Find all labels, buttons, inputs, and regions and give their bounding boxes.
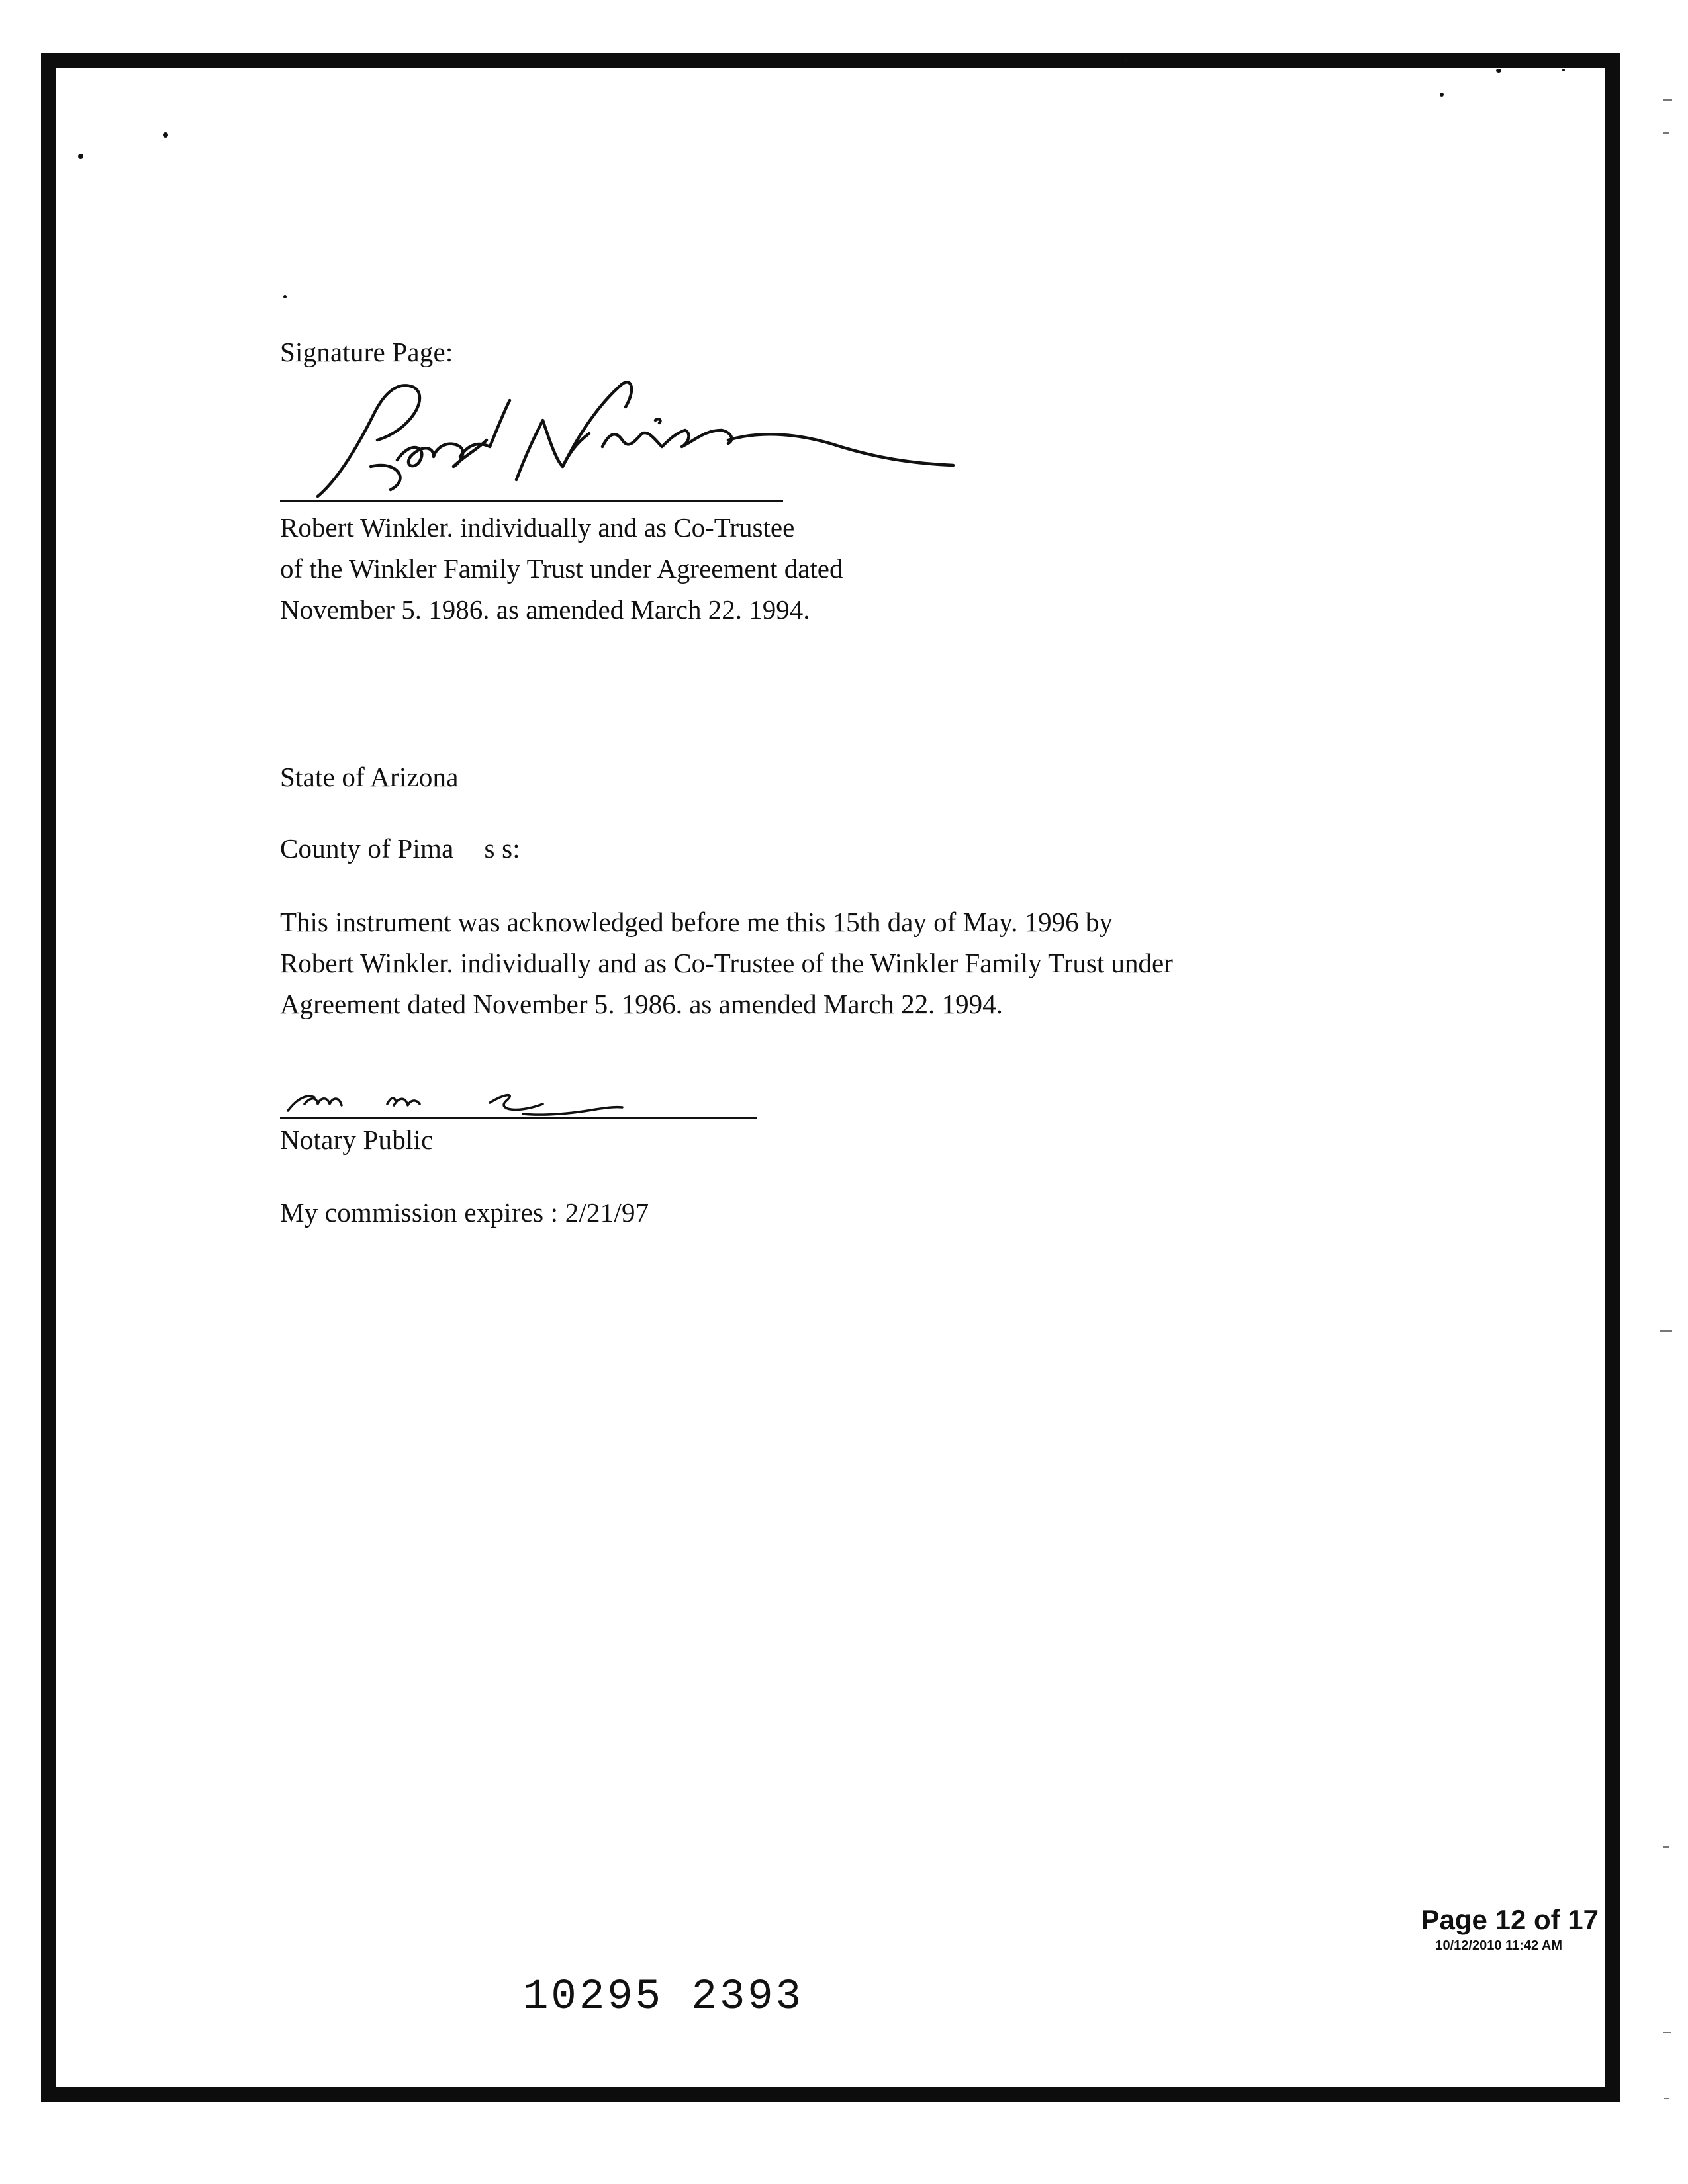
recording-number: 10295 2393: [523, 1974, 804, 2021]
scan-edge-mark: [1663, 99, 1672, 101]
signer-line: November 5. 1986. as amended March 22. 1994.: [280, 594, 810, 625]
notary-signature-line: [280, 1117, 757, 1119]
scan-edge-mark: [1663, 2032, 1671, 2033]
signer-line: Robert Winkler. individually and as Co-Trustee: [280, 512, 795, 543]
scan-edge-mark: [1663, 132, 1669, 134]
commission-expires: My commission expires : 2/21/97: [280, 1197, 649, 1228]
scan-edge-mark: [1660, 1330, 1672, 1332]
signer-description: [280, 507, 843, 630]
acknowledgment-line: Robert Winkler. individually and as Co-Trustee of the Winkler Family Trust under: [280, 948, 1173, 978]
county-ss: s s:: [484, 833, 520, 864]
scan-edge-mark: [1663, 1846, 1669, 1848]
signer-line: of the Winkler Family Trust under Agreement dated: [280, 553, 843, 584]
signature-page-heading: Signature Page:: [280, 337, 453, 367]
signature-line: [280, 500, 783, 502]
county-line: [280, 829, 520, 868]
acknowledgment-line: Agreement dated November 5. 1986. as amended March 22. 1994.: [280, 989, 1003, 1019]
scan-speck: [1496, 69, 1501, 73]
county-name: County of Pima: [280, 833, 454, 864]
scan-speck: [1440, 93, 1444, 97]
scan-edge-mark: [1664, 2098, 1669, 2099]
notary-public-label: Notary Public: [280, 1124, 434, 1155]
acknowledgment-line: This instrument was acknowledged before me this 15th day of May. 1996 by: [280, 907, 1113, 937]
scan-speck: [163, 132, 168, 138]
scan-speck: [283, 295, 287, 298]
scan-speck: [78, 154, 83, 159]
page-number: Page 12 of 17: [1421, 1904, 1599, 1935]
state-line: State of Arizona: [280, 762, 459, 792]
signature-robert-winkler: [298, 367, 1006, 520]
acknowledgment-paragraph: [280, 901, 1173, 1024]
scan-speck: [1124, 58, 1128, 62]
scan-speck: [1562, 69, 1565, 71]
print-timestamp: 10/12/2010 11:42 AM: [1435, 1938, 1562, 1953]
